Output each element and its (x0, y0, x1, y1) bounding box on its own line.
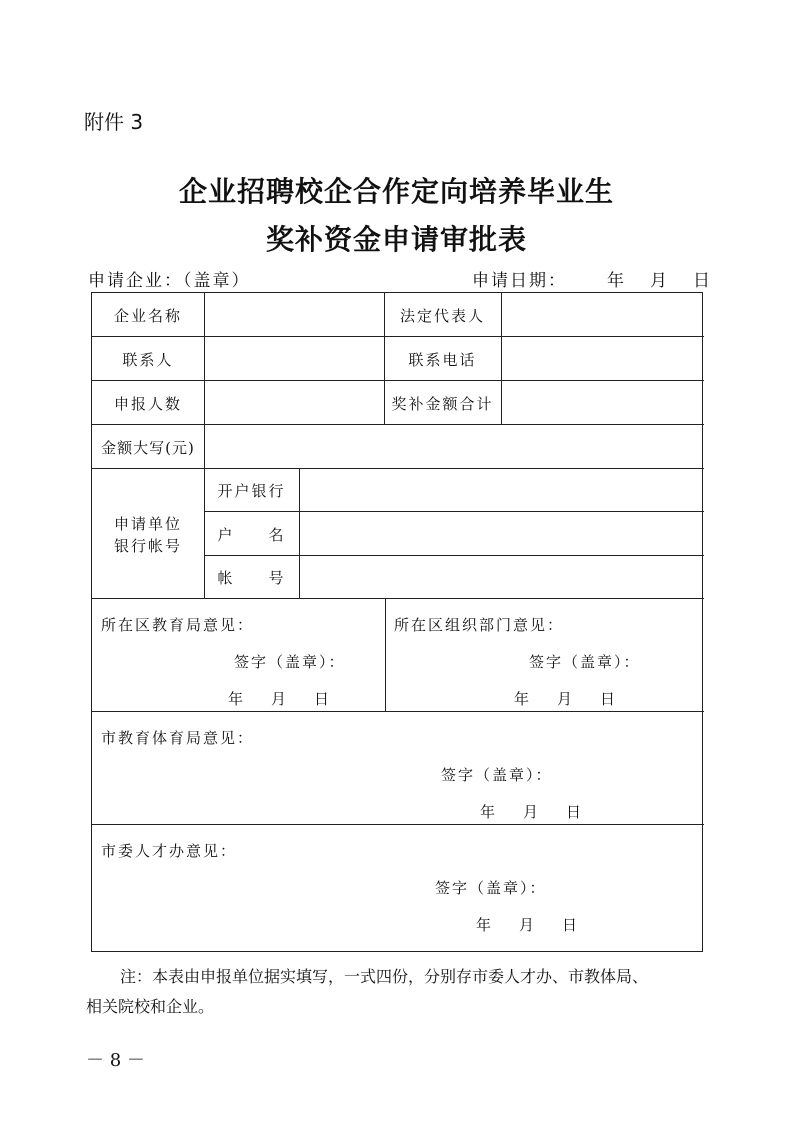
date-day: 日 (566, 803, 584, 821)
bank-section-label-line2: 银行帐号 (113, 537, 182, 555)
district-education-opinion-label: 所在区教育局意见： (101, 616, 255, 634)
row-divider (92, 468, 704, 469)
footnote (86, 962, 716, 1022)
award-total-label: 奖补金额合计 (391, 395, 494, 413)
contact-phone-label: 联系电话 (408, 351, 477, 369)
document-title-line1: 企业招聘校企合作定向培养毕业生 (178, 175, 614, 208)
date-day: 日 (314, 690, 332, 708)
column-divider (204, 293, 205, 598)
page-number: － 8 － (86, 1050, 145, 1071)
column-divider (385, 598, 386, 711)
city-talent-office-opinion-label: 市委人才办意见： (101, 842, 238, 860)
district-organization-opinion-label: 所在区组织部门意见： (394, 616, 565, 634)
applicant-company-label: 申请企业：（盖章） (88, 271, 251, 291)
row-divider (92, 424, 704, 425)
date-day: 日 (693, 271, 712, 291)
row-divider (92, 598, 704, 599)
row-divider (92, 711, 704, 712)
row-divider (92, 380, 704, 381)
row-divider (92, 336, 704, 337)
date-year: 年 (228, 690, 246, 708)
attachment-label: 附件 3 (84, 110, 144, 134)
date-year: 年 (480, 803, 498, 821)
column-divider (501, 293, 502, 424)
bank-section-label-line1: 申请单位 (113, 515, 182, 533)
contact-person-label: 联系人 (122, 351, 174, 369)
district-organization-signature: 签字（盖章）： (529, 653, 641, 671)
row-divider (92, 824, 704, 825)
row-divider (204, 511, 704, 512)
application-date-label: 申请日期： (472, 271, 567, 291)
footnote-line2: 相关院校和企业。 (86, 997, 215, 1016)
applicant-count-label: 申报人数 (113, 395, 182, 413)
date-year: 年 (607, 271, 626, 291)
application-date (472, 266, 712, 291)
application-form-table (91, 292, 703, 952)
date-year: 年 (514, 690, 532, 708)
date-month: 月 (557, 690, 575, 708)
date-month: 月 (650, 271, 669, 291)
district-organization-date (514, 688, 617, 709)
city-education-opinion-label: 市教育体育局意见： (101, 729, 255, 747)
legal-representative-label: 法定代表人 (399, 307, 485, 325)
account-number-label: 帐 号 (217, 569, 286, 587)
district-education-signature: 签字（盖章）： (234, 653, 346, 671)
document-title-line2: 奖补资金申请审批表 (265, 223, 527, 256)
city-education-date (480, 801, 583, 822)
city-talent-office-date (476, 914, 579, 935)
date-month: 月 (519, 916, 537, 934)
amount-in-words-label: 金额大写(元) (101, 439, 195, 457)
date-month: 月 (523, 803, 541, 821)
bank-name-label: 开户银行 (217, 482, 286, 500)
company-name-label: 企业名称 (113, 307, 182, 325)
date-year: 年 (476, 916, 494, 934)
date-month: 月 (271, 690, 289, 708)
footnote-line1: 注：本表由申报单位据实填写，一式四份，分别存市委人才办、市教体局、 (120, 967, 649, 986)
date-day: 日 (562, 916, 580, 934)
city-talent-office-signature: 签字（盖章）： (435, 879, 547, 897)
account-name-label: 户 名 (217, 526, 286, 544)
column-divider (299, 468, 300, 598)
city-education-signature: 签字（盖章）： (441, 766, 553, 784)
row-divider (204, 555, 704, 556)
district-education-date (228, 688, 331, 709)
date-day: 日 (600, 690, 618, 708)
